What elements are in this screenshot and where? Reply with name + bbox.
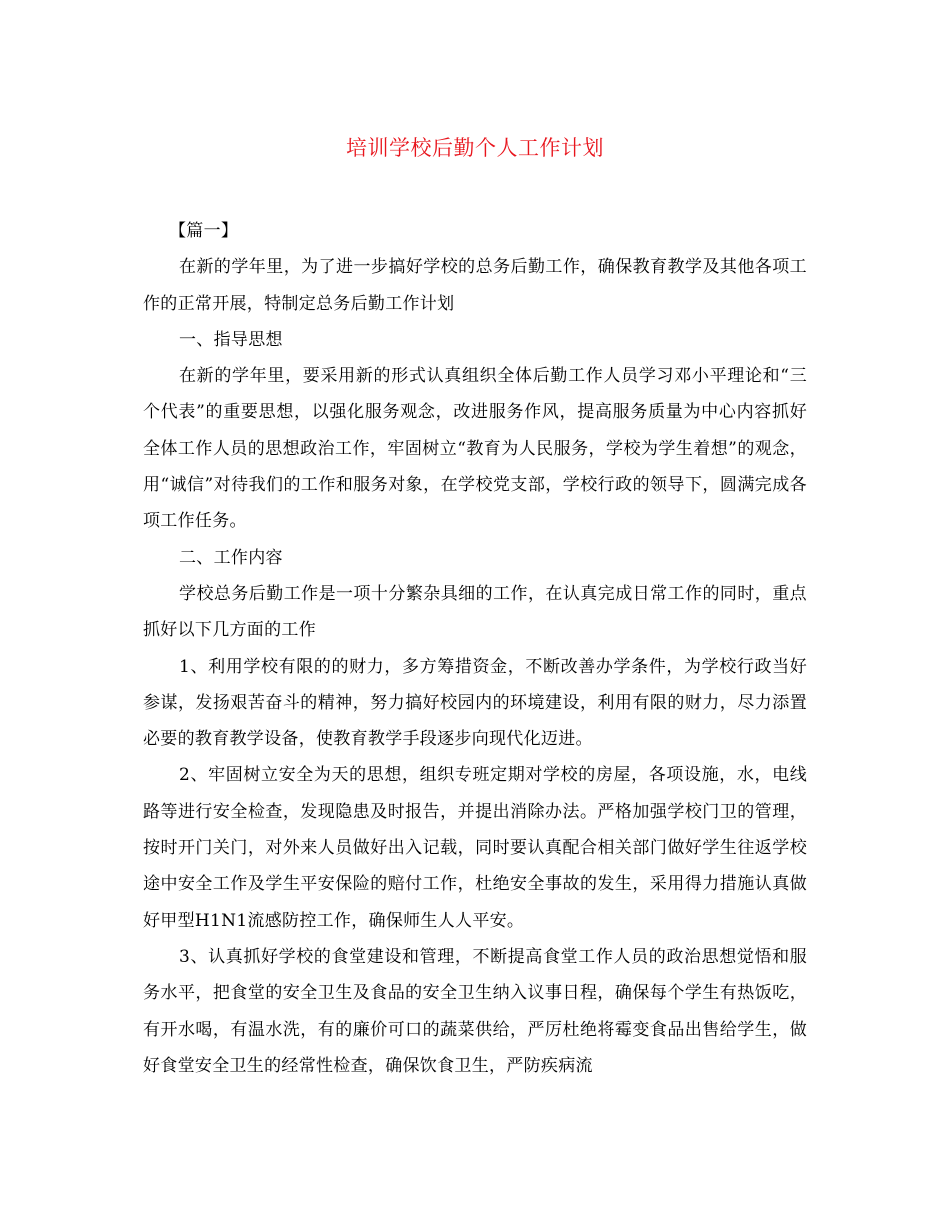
document-title: 培训学校后勤个人工作计划 [346,136,604,160]
heading-work-content: 二、工作内容 [179,547,283,568]
heading-guiding-thought: 一、指导思想 [179,329,283,350]
item-2-paragraph: 2、牢固树立安全为天的思想，组织专班定期对学校的房屋，各项设施，水，电线路等进行安全检查，发现隐患及时报告，并提出消除办法。严格加强学校门卫的管理，按时开门关门，对外来人员做好出入记载，同时要认真配合相关部门做好学生往返学校途中安全工作及学生平安保险的赔付工作，杜绝安全事故的发生，采用得力措施认真做好甲型H1N1流感防控工作，确保师生人人平安。 [143,765,807,931]
section-label: 【篇一】 [169,221,239,241]
item-3-paragraph: 3、认真抓好学校的食堂建设和管理，不断提高食堂工作人员的政治思想觉悟和服务水平，把食堂的安全卫生及食品的安全卫生纳入议事日程，确保每个学生有热饭吃，有开水喝，有温水洗，有的廉价可口的蔬菜供给，严厉杜绝将霉变食品出售给学生，做好食堂安全卫生的经常性检查，确保饮食卫生，严防疾病流 [143,946,807,1076]
document-body [143,213,807,1084]
item-1-paragraph: 1、利用学校有限的的财力，多方筹措资金，不断改善办学条件，为学校行政当好参谋，发扬艰苦奋斗的精神，努力搞好校园内的环境建设，利用有限的财力，尽力添置必要的教育教学设备，使教育教学手段逐步向现代化迈进。 [143,656,807,750]
work-content-paragraph: 学校总务后勤工作是一项十分繁杂具细的工作，在认真完成日常工作的同时，重点抓好以下几方面的工作 [143,583,807,641]
guiding-thought-paragraph: 在新的学年里，要采用新的形式认真组织全体后勤工作人员学习邓小平理论和“三个代表”的重要思想，以强化服务观念，改进服务作风，提高服务质量为中心内容抓好全体工作人员的思想政治工作，牢固树立“教育为人民服务，学校为学生着想”的观念，用“诚信”对待我们的工作和服务对象，在学校党支部，学校行政的领导下，圆满完成各项工作任务。 [143,366,807,532]
intro-paragraph: 在新的学年里，为了进一步搞好学校的总务后勤工作，确保教育教学及其他各项工作的正常开展，特制定总务后勤工作计划 [143,257,807,314]
